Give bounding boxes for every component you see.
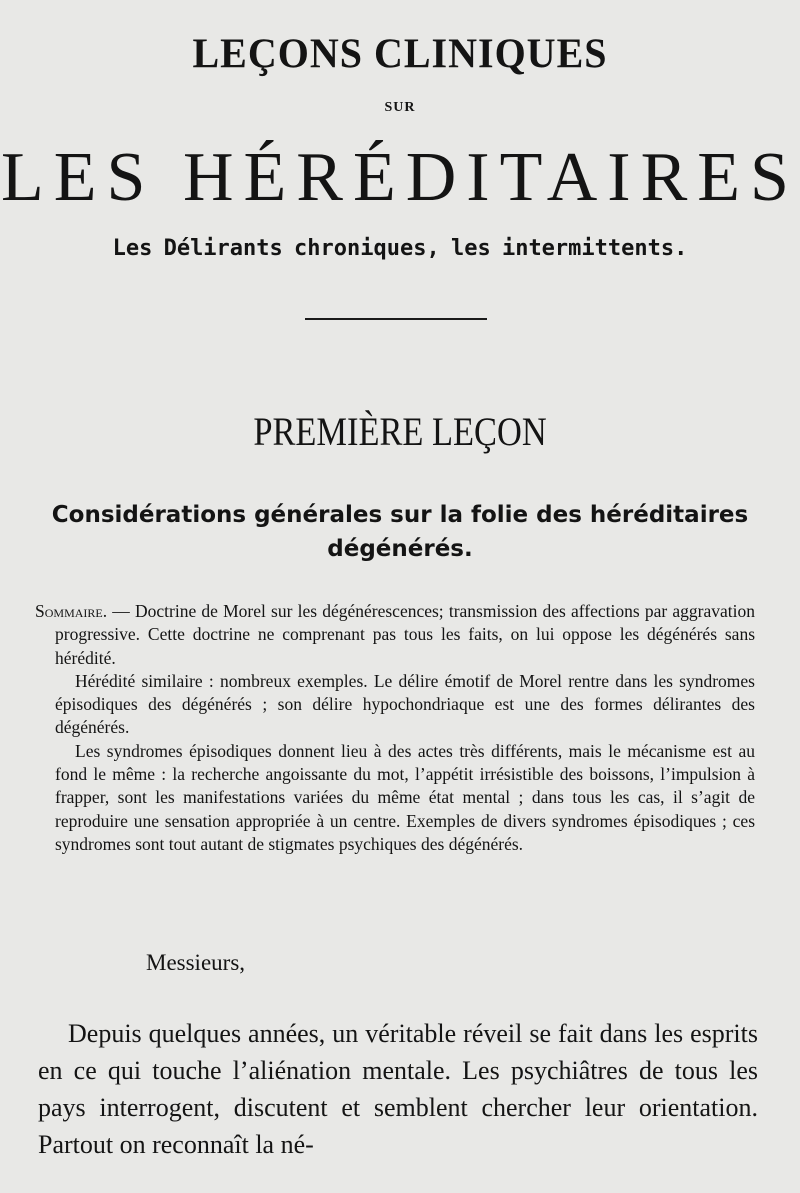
summary-section (35, 600, 755, 856)
summary-paragraph-1 (35, 600, 755, 670)
summary-text-1: — Doctrine de Morel sur les dégénérescences; transmission des affections par aggravation progressive. Cette doctrine ne comprenant pas tous les faits, on lui oppose les dégénérés sans hérédité. (55, 601, 755, 668)
summary-paragraph-3: Les syndromes épisodiques donnent lieu à des actes très différents, mais le mécanisme est au fond le même : la recherche angoissante du mot, l’appétit irrésistible des boissons, l’impulsion à frapper, sont les manifestations variées du même état mental ; dans tous les cas, il s’agit de reproduire une sensation appropriée à un centre. Exemples de divers syndromes épisodiques ; ces syndromes sont tout autant de stigmates psychiques des dégénérés. (55, 740, 755, 854)
book-title-sur: SUR (384, 100, 416, 115)
book-subtitle: Les Délirants chroniques, les intermittents. (112, 236, 688, 261)
lecon-heading: PREMIÈRE LEÇON (253, 409, 547, 454)
summary-paragraph-2: Hérédité similaire : nombreux exemples. Le délire émotif de Morel rentre dans les syndromes épisodiques des dégénérés ; son délire hypochondriaque est une des formes délirantes des dégénérés. (55, 670, 755, 738)
salutation: Messieurs, (146, 950, 246, 975)
chapter-title: Considérations générales sur la folie des héréditaires dégénérés. (51, 502, 749, 562)
body-text (38, 1015, 758, 1163)
summary-label: Sommaire. (35, 601, 108, 621)
book-title-line2: LES HÉRÉDITAIRES (1, 139, 799, 216)
body-paragraph: Depuis quelques années, un véritable réveil se fait dans les esprits en ce qui touche l’aliénation mentale. Les psychiâtres de tous les pays interrogent, discutent et semblent chercher leur orientation. Partout on reconnaît la né- (38, 1019, 758, 1159)
book-title-line1: LEÇONS CLINIQUES (192, 29, 608, 78)
divider-rule (305, 318, 487, 320)
